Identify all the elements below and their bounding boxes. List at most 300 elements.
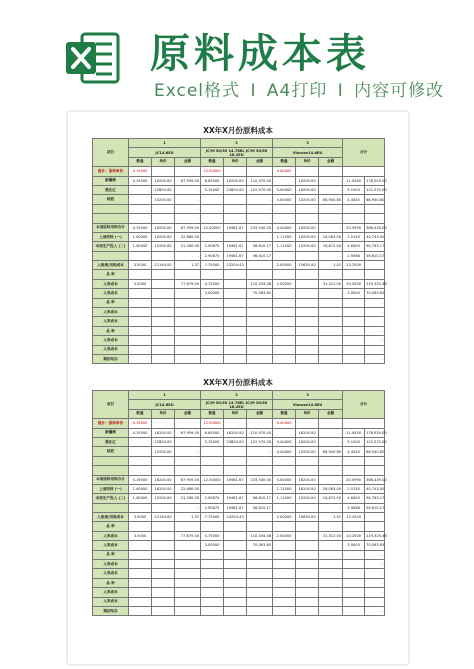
table-cell: - — [175, 456, 201, 465]
column-header: 合计 — [343, 139, 385, 167]
table-cell: 19461.67 — [224, 251, 247, 260]
table-cell: 77,679.00 — [175, 279, 201, 288]
table-row — [93, 317, 385, 326]
table-cell — [175, 289, 201, 298]
table-cell: - — [175, 251, 201, 260]
table-cell — [129, 185, 152, 194]
table-cell: 219,325.48 — [365, 531, 385, 540]
table-cell: 4.6400 — [343, 242, 365, 251]
table-cell — [201, 336, 224, 345]
table-cell — [201, 204, 224, 213]
table-cell — [224, 214, 247, 223]
table-cell: 23204.43 — [224, 513, 247, 522]
row-label: 期初结存 — [93, 606, 129, 615]
table-cell: 16200.00 — [224, 428, 247, 437]
cost-table — [92, 138, 385, 364]
table-cell — [152, 466, 175, 475]
table-cell — [343, 606, 365, 615]
table-cell — [201, 447, 224, 456]
table-cell — [273, 597, 296, 606]
table-cell — [319, 588, 343, 597]
table-header-row — [93, 148, 385, 157]
table-cell — [224, 345, 247, 354]
table-cell: - — [175, 204, 201, 213]
row-label: 入库成本 — [93, 317, 129, 326]
table-cell: 22194.00 — [152, 513, 175, 522]
column-header: JC14.6EU — [129, 148, 201, 157]
table-row — [93, 242, 385, 251]
table-cell — [224, 484, 247, 493]
table-cell: 4.6400 — [343, 494, 365, 503]
table-cell: 18,063.00 — [319, 232, 343, 241]
table-row — [93, 588, 385, 597]
table-cell — [319, 541, 343, 550]
column-header: 数量 — [129, 157, 152, 166]
table-cell — [152, 541, 175, 550]
subtitle-part: 内容可修改 — [354, 81, 445, 101]
row-label — [93, 214, 129, 223]
table-cell: 10.2500 — [343, 279, 365, 288]
table-cell — [129, 606, 152, 615]
table-cell — [129, 588, 152, 597]
table-cell: 4.19500 — [129, 167, 152, 176]
table-cell — [129, 289, 152, 298]
table-cell — [201, 569, 224, 578]
row-label: 入库成本 — [93, 541, 129, 550]
table-cell: 22194.00 — [152, 261, 175, 270]
row-label — [93, 456, 129, 465]
table-cell — [273, 588, 296, 597]
table-cell: - — [365, 354, 385, 363]
row-label: 品 种 — [93, 298, 129, 307]
row-label: 本周生产投入 (二) — [93, 494, 129, 503]
table-cell — [343, 588, 365, 597]
table-cell — [129, 597, 152, 606]
table-cell — [152, 522, 175, 531]
subtitle-part: Excel格式 — [154, 81, 241, 101]
table-cell: 22,680.00 — [175, 484, 201, 493]
table-cell: 2.00000 — [273, 513, 296, 522]
table-cell — [129, 569, 152, 578]
table-cell — [201, 326, 224, 335]
table-cell: 4.19500 — [129, 428, 152, 437]
row-label: 入库成本 — [93, 597, 129, 606]
table-cell: 15650.00 — [296, 513, 319, 522]
table-cell: 7.75000 — [201, 261, 224, 270]
table-cell: 1.37 — [175, 261, 201, 270]
table-cell — [152, 251, 175, 260]
table-cell: 11.0450 — [343, 176, 365, 185]
table-cell: 178,929.00 — [365, 176, 385, 185]
table-cell — [319, 560, 343, 569]
table-cell — [296, 326, 319, 335]
table-cell: - — [319, 466, 343, 475]
table-cell — [296, 606, 319, 615]
table-cell — [319, 354, 343, 363]
column-header: 单价 — [224, 157, 247, 166]
table-cell: 3.00000 — [201, 289, 224, 298]
table-cell: 5.1500 — [343, 437, 365, 446]
row-label: 入库成本 — [93, 279, 129, 288]
table-cell: 4.40400 — [273, 419, 296, 428]
table-cell: 2.90875 — [201, 251, 224, 260]
table-cell — [296, 167, 319, 176]
row-label: 入库成本 — [93, 569, 129, 578]
table-cell — [343, 569, 365, 578]
column-header: 3 — [273, 391, 343, 400]
excel-icon — [62, 28, 122, 88]
table-cell: 178,929.00 — [365, 428, 385, 437]
cost-sheet — [92, 376, 387, 616]
table-cell: 16200.00 — [152, 475, 175, 484]
table-cell — [343, 204, 365, 213]
subtitle-part: A4打印 — [266, 81, 328, 101]
table-cell: 77,679.00 — [175, 531, 201, 540]
table-cell — [224, 569, 247, 578]
table-cell: 16200.00 — [296, 475, 319, 484]
table-cell — [129, 345, 152, 354]
table-cell: 67,959.00 — [175, 428, 201, 437]
table-cell: 13.2500 — [343, 261, 365, 270]
table-cell — [343, 419, 385, 428]
table-cell — [247, 522, 273, 531]
row-label — [93, 503, 129, 512]
table-cell — [343, 326, 365, 335]
table-cell — [273, 569, 296, 578]
row-label — [93, 466, 129, 475]
table-cell — [152, 560, 175, 569]
table-cell: 2.00000 — [273, 279, 296, 288]
table-cell — [247, 270, 273, 279]
table-cell: 2.90875 — [201, 494, 224, 503]
table-cell — [129, 308, 152, 317]
table-cell — [201, 560, 224, 569]
table-cell — [175, 270, 201, 279]
table-cell: - — [319, 428, 343, 437]
table-cell — [175, 167, 201, 176]
table-cell — [343, 214, 365, 223]
table-cell: 1.11500 — [273, 484, 296, 493]
table-cell: 16,872.00 — [319, 494, 343, 503]
table-cell — [152, 214, 175, 223]
table-cell: 15200.00 — [296, 494, 319, 503]
table-cell: - — [365, 578, 385, 587]
table-cell — [296, 578, 319, 587]
column-header: JC14.6EU — [129, 400, 201, 409]
table-cell: - — [247, 232, 273, 241]
table-cell — [175, 578, 201, 587]
table-cell: - — [247, 466, 273, 475]
table-cell — [201, 588, 224, 597]
row-label: 入账规/用料成本 — [93, 261, 129, 270]
table-cell — [175, 419, 201, 428]
column-header: 金额 — [319, 409, 343, 418]
table-cell: 122,570.00 — [247, 437, 273, 446]
table-cell — [319, 289, 343, 298]
table-row — [93, 289, 385, 298]
table-cell: 368,439.00 — [365, 475, 385, 484]
table-cell: 2.90875 — [201, 242, 224, 251]
table-cell: 5.15000 — [201, 185, 224, 194]
table-cell — [175, 597, 201, 606]
table-cell — [343, 308, 365, 317]
table-cell — [224, 578, 247, 587]
table-cell: 56,610.17 — [247, 242, 273, 251]
column-header: 单价 — [296, 157, 319, 166]
table-cell — [296, 560, 319, 569]
table-cell: 22,680.00 — [175, 232, 201, 241]
column-header: 单价 — [224, 409, 247, 418]
row-label: 流计：原料单价 — [93, 167, 129, 176]
table-cell — [129, 298, 152, 307]
table-cell — [319, 345, 343, 354]
table-row — [93, 597, 385, 606]
table-cell — [129, 214, 152, 223]
table-cell: 23800.00 — [224, 185, 247, 194]
table-cell — [247, 597, 273, 606]
table-cell: 3.5000 — [129, 531, 152, 540]
table-cell: 7.75000 — [201, 513, 224, 522]
table-row — [93, 456, 385, 465]
table-cell — [273, 270, 296, 279]
table-cell: - — [319, 223, 343, 232]
column-header: 金额 — [175, 409, 201, 418]
row-label: 品 种 — [93, 522, 129, 531]
table-cell — [224, 560, 247, 569]
table-cell — [175, 522, 201, 531]
table-cell: 31,312.00 — [319, 531, 343, 540]
table-cell: 3.5000 — [129, 513, 152, 522]
column-header: Viscose14.6EU — [273, 400, 343, 409]
table-cell — [319, 522, 343, 531]
row-label: 入库成本 — [93, 345, 129, 354]
column-header: 项目 — [93, 139, 129, 167]
table-cell: - — [175, 195, 201, 204]
table-cell: 70,063.85 — [365, 289, 385, 298]
column-header: JC/M 50/50 14.78EL JC/M 50/50 18.2EU — [201, 148, 273, 157]
row-label: 入库成本 — [93, 289, 129, 298]
table-cell — [319, 336, 343, 345]
table-cell — [247, 308, 273, 317]
table-cell — [129, 456, 152, 465]
table-cell: - — [365, 326, 385, 335]
table-cell: 16200.00 — [296, 428, 319, 437]
table-cell — [273, 317, 296, 326]
table-cell: 4.40400 — [273, 185, 296, 194]
table-cell: 15200.00 — [152, 242, 175, 251]
table-cell — [296, 289, 319, 298]
table-cell — [343, 345, 365, 354]
table-cell: - — [319, 214, 343, 223]
table-cell — [247, 569, 273, 578]
table-cell — [343, 167, 385, 176]
table-cell: 4.40400 — [273, 447, 296, 456]
table-cell — [129, 560, 152, 569]
table-header-row — [93, 400, 385, 409]
table-cell: 19461.67 — [224, 494, 247, 503]
table-cell — [152, 354, 175, 363]
table-cell — [296, 298, 319, 307]
column-header: 单价 — [152, 157, 175, 166]
table-cell: 110,334.48 — [247, 531, 273, 540]
row-label: 品 种 — [93, 578, 129, 587]
table-cell — [247, 261, 273, 270]
row-label: 上周结转 (一) — [93, 484, 129, 493]
table-cell — [319, 270, 343, 279]
table-row — [93, 270, 385, 279]
table-cell — [247, 326, 273, 335]
column-header: 金额 — [247, 409, 273, 418]
table-cell — [201, 354, 224, 363]
table-cell — [343, 270, 365, 279]
row-label: 期初结存 — [93, 354, 129, 363]
table-header-row — [93, 391, 385, 400]
table-cell — [224, 419, 247, 428]
table-row — [93, 204, 385, 213]
table-row — [93, 232, 385, 241]
table-cell — [273, 345, 296, 354]
table-cell: 122,570.00 — [247, 185, 273, 194]
table-cell — [129, 447, 152, 456]
table-cell: 19461.67 — [224, 503, 247, 512]
table-cell: - — [319, 456, 343, 465]
table-cell — [296, 251, 319, 260]
table-row — [93, 176, 385, 185]
table-cell — [152, 588, 175, 597]
table-cell: 66,940.80 — [319, 447, 343, 456]
table-cell — [129, 251, 152, 260]
table-cell — [201, 298, 224, 307]
table-cell — [273, 541, 296, 550]
table-cell: 4.75000 — [201, 279, 224, 288]
table-cell — [247, 560, 273, 569]
table-cell: 4.75000 — [201, 531, 224, 540]
table-cell: 4.40400 — [273, 437, 296, 446]
table-cell: 2.00000 — [273, 531, 296, 540]
table-cell — [224, 550, 247, 559]
table-cell: - — [319, 204, 343, 213]
table-cell: - — [365, 308, 385, 317]
row-label: 入库成本 — [93, 308, 129, 317]
table-row — [93, 326, 385, 335]
table-cell: - — [365, 597, 385, 606]
table-cell — [129, 270, 152, 279]
row-label — [93, 204, 129, 213]
table-cell: 3.0000 — [343, 541, 365, 550]
table-cell — [247, 298, 273, 307]
column-header: 单价 — [152, 409, 175, 418]
table-cell — [224, 597, 247, 606]
table-cell: 31,312.00 — [319, 279, 343, 288]
subtitle-separator: I — [250, 81, 257, 101]
table-cell: 2.90875 — [201, 503, 224, 512]
table-row — [93, 513, 385, 522]
table-cell — [247, 578, 273, 587]
table-cell: 23204.43 — [224, 261, 247, 270]
table-cell — [296, 531, 319, 540]
table-row — [93, 419, 385, 428]
table-cell: 110,970.00 — [247, 176, 273, 185]
table-cell — [319, 419, 343, 428]
cost-sheet — [92, 124, 387, 364]
page-title: 原料成本表 — [150, 31, 370, 77]
table-cell — [319, 167, 343, 176]
table-cell — [224, 354, 247, 363]
table-cell: 1.40000 — [129, 232, 152, 241]
table-cell: 219,325.48 — [365, 279, 385, 288]
table-cell: 4.4040 — [343, 195, 365, 204]
table-cell — [247, 354, 273, 363]
table-cell: 110,334.48 — [247, 279, 273, 288]
table-cell — [296, 522, 319, 531]
table-cell — [273, 214, 296, 223]
table-row — [93, 578, 385, 587]
table-cell — [365, 522, 385, 531]
table-cell — [343, 578, 365, 587]
table-cell — [296, 466, 319, 475]
table-cell: 4.40400 — [273, 195, 296, 204]
table-cell — [319, 550, 343, 559]
table-cell — [343, 298, 365, 307]
table-row — [93, 466, 385, 475]
table-cell: - — [175, 466, 201, 475]
table-cell — [201, 597, 224, 606]
table-cell — [319, 578, 343, 587]
table-row — [93, 437, 385, 446]
table-cell: 21,280.00 — [175, 494, 201, 503]
table-cell — [247, 419, 273, 428]
table-cell: - — [365, 569, 385, 578]
table-cell — [273, 326, 296, 335]
table-cell — [201, 195, 224, 204]
table-cell — [224, 588, 247, 597]
row-label: 入库成本 — [93, 531, 129, 540]
table-cell — [175, 317, 201, 326]
table-row — [93, 541, 385, 550]
table-row — [93, 447, 385, 456]
table-cell — [296, 204, 319, 213]
table-cell: - — [175, 503, 201, 512]
row-label: 流计：原料单价 — [93, 419, 129, 428]
table-cell — [319, 569, 343, 578]
table-cell — [247, 317, 273, 326]
table-cell: 16200.00 — [296, 185, 319, 194]
table-cell — [201, 317, 224, 326]
table-cell: 16200.00 — [296, 437, 319, 446]
table-cell — [296, 354, 319, 363]
table-cell: 4.19500 — [129, 419, 152, 428]
row-label: 黑化亿 — [93, 185, 129, 194]
table-cell: 70,063.85 — [365, 541, 385, 550]
table-cell: 67,959.00 — [175, 176, 201, 185]
table-header-row — [93, 157, 385, 166]
table-cell: 2.9088 — [343, 503, 365, 512]
cost-table — [92, 390, 385, 616]
table-row — [93, 560, 385, 569]
table-cell: - — [365, 317, 385, 326]
row-label: 黑化亿 — [93, 437, 129, 446]
table-cell — [129, 522, 152, 531]
table-cell: - — [247, 195, 273, 204]
table-cell — [201, 214, 224, 223]
table-cell — [175, 308, 201, 317]
table-cell — [224, 531, 247, 540]
column-header: 数量 — [201, 409, 224, 418]
table-cell — [129, 326, 152, 335]
table-cell: 16200.00 — [152, 176, 175, 185]
table-cell — [152, 419, 175, 428]
table-cell — [273, 466, 296, 475]
